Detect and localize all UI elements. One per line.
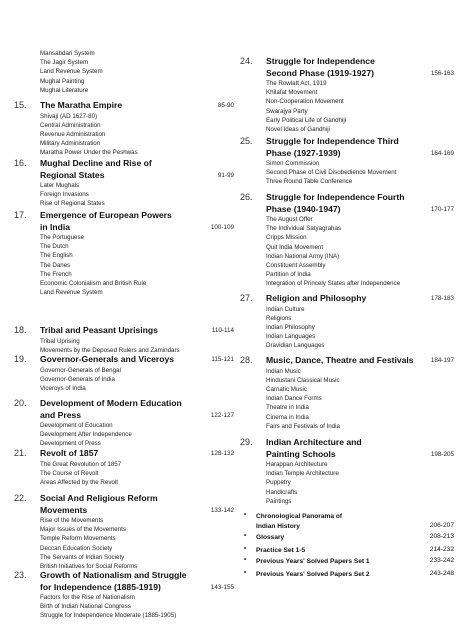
subtopic-item: The Jagir System xyxy=(40,59,89,67)
page-range: 128-132 xyxy=(210,450,234,457)
backmatter-title xyxy=(256,546,305,556)
chapter-title-line: Movements xyxy=(40,504,88,515)
subtopic-item: Major Issues of the Movements xyxy=(40,526,126,534)
subtopic-item: Three Round Table Conference xyxy=(266,178,353,186)
page-range: 184-197 xyxy=(430,357,454,364)
subtopic-item: Foreign Invasions xyxy=(40,191,89,199)
subtopic-item: The Rowlatt Act, 1919 xyxy=(266,80,327,87)
page-range: 198-205 xyxy=(430,451,454,458)
chapter-title-line: in India xyxy=(40,221,71,232)
chapter-title-line: Indian Architecture and xyxy=(266,437,362,447)
subtopic-list xyxy=(266,215,456,289)
chapter-title-line: The Maratha Empire xyxy=(40,100,123,110)
backmatter-title xyxy=(256,570,370,580)
subtopic-item: Simon Commission xyxy=(266,160,320,167)
subtopic-item: The Portuguese xyxy=(40,234,85,241)
chapter-title xyxy=(266,136,416,159)
chapter-title xyxy=(40,100,190,112)
subtopic-item: Mughal Painting xyxy=(40,77,85,85)
subtopic-item: Mughal Literature xyxy=(40,86,89,94)
subtopic-item: Novel Ideas of Gandhiji xyxy=(266,126,330,134)
chapter-number: 25. xyxy=(240,136,253,146)
chapter-number: 23. xyxy=(14,570,27,580)
subtopic-item: Indian Dance Forms xyxy=(266,395,322,403)
subtopic-item: Carnatic Music xyxy=(266,385,307,393)
chapter-title-line: Music, Dance, Theatre and Festivals xyxy=(266,355,414,365)
chapter-title-line: and Press xyxy=(40,409,82,420)
subtopic-item: Birth of Indian National Congress xyxy=(40,603,131,611)
subtopic-item: Indian Culture xyxy=(266,305,305,313)
chapter-title-line: Struggle for Independence Fourth xyxy=(266,192,405,202)
subtopic-item: Indian Temple Architecture xyxy=(266,470,339,478)
chapter-title xyxy=(40,354,190,366)
chapter-title-line: Governor-Generals and Viceroys xyxy=(40,354,175,364)
page-range: 122-127 xyxy=(210,412,234,419)
subtopic-list xyxy=(266,79,456,134)
chapter-title xyxy=(40,158,190,181)
subtopic-item: Indian National Army (INA) xyxy=(266,252,340,260)
page-range: 178-183 xyxy=(430,295,454,302)
chapter-number: 29. xyxy=(240,437,253,447)
subtopic-list xyxy=(40,181,230,209)
subtopic-item: Movements by the Deposed Rulers and Zamindars xyxy=(40,346,180,354)
subtopic-list xyxy=(40,460,230,488)
backmatter-title-line: Previous Years' Solved Papers Set 1 xyxy=(256,558,370,565)
subtopic-item: Land Revenue System xyxy=(40,289,103,297)
chapter-number: 18. xyxy=(14,325,27,335)
subtopic-item: Constituent Assembly xyxy=(266,262,326,270)
subtopic-item: Indian Music xyxy=(266,367,301,375)
page-range: 110-114 xyxy=(211,327,234,334)
chapter-title-line: Regional States xyxy=(40,169,105,180)
subtopic-list xyxy=(40,421,230,449)
subtopic-item: Land Revenue System xyxy=(40,68,103,76)
subtopic-item: Development of Press xyxy=(40,440,101,448)
subtopic-item: Central Administration xyxy=(40,121,101,129)
backmatter-title-line: Chronological Panorama of xyxy=(256,513,343,520)
backmatter-title-line: Glossary xyxy=(256,534,285,541)
subtopic-item: The Danes xyxy=(40,261,71,269)
subtopic-item: Quit India Movement xyxy=(266,243,324,251)
subtopic-item: The French xyxy=(40,270,72,278)
subtopic-item: Non-Cooperation Movement xyxy=(266,98,344,106)
subtopic-item: Military Administration xyxy=(40,140,101,148)
page-range: 214-232 xyxy=(429,546,454,553)
backmatter-title xyxy=(256,533,284,543)
page-range: 206-207 xyxy=(429,522,454,529)
subtopic-item: Later Mughals xyxy=(40,182,80,189)
bullet-icon: • xyxy=(244,557,247,563)
subtopic-item: Temple Reform Movements xyxy=(40,535,116,543)
subtopic-item: Second Phase of Civil Disobedience Movement xyxy=(266,169,397,177)
subtopic-list xyxy=(40,593,230,621)
subtopic-item: Cinema in India xyxy=(266,413,309,421)
chapter-title xyxy=(40,448,190,460)
subtopic-item: The English xyxy=(40,252,73,260)
chapter-title-line: for Independence (1885-1919) xyxy=(40,581,161,592)
subtopic-item: Partition of India xyxy=(266,271,311,279)
subtopic-item: Indian Languages xyxy=(266,333,316,341)
subtopic-item: Struggle for Independence Moderate (1885-1905) xyxy=(40,612,177,620)
backmatter-title-line: Indian History xyxy=(256,523,300,530)
backmatter-title-line: Practice Set 1-5 xyxy=(256,547,306,554)
subtopic-item: Tribal Uprising xyxy=(40,337,80,345)
subtopic-list xyxy=(266,305,456,351)
chapter-title xyxy=(266,355,416,367)
backmatter-title xyxy=(256,512,342,532)
subtopic-item: Areas Affected by the Revolt xyxy=(40,478,118,486)
subtopic-item: Maratha Power Under the Peshwas xyxy=(40,149,138,157)
bullet-icon: • xyxy=(244,533,247,539)
chapter-title-line: Religion and Philosophy xyxy=(266,293,367,303)
subtopic-item: The August Offer xyxy=(266,216,313,223)
subtopic-item: Swarajya Party xyxy=(266,107,308,115)
subtopic-item: Integration of Princely States after Independence xyxy=(266,280,401,288)
page-range: 243-248 xyxy=(429,570,454,577)
subtopic-item: British Initiatives for Social Reforms xyxy=(40,563,138,571)
subtopic-item: The Individual Satyagrahas xyxy=(266,225,341,233)
subtopic-item: Rise of Regional States xyxy=(40,200,105,208)
chapter-title-line: Mughal Decline and Rise of xyxy=(40,158,152,168)
chapter-title xyxy=(40,398,190,421)
chapter-number: 28. xyxy=(240,355,253,365)
subtopic-item: Governor-Generals of India xyxy=(40,375,115,383)
subtopic-item: Development of Education xyxy=(40,422,113,429)
subtopic-item: The Course of Revolt xyxy=(40,469,99,477)
subtopic-item: Harappan Architecture xyxy=(266,461,328,468)
chapter-title-line: Struggle for Independence xyxy=(266,56,375,66)
subtopic-item: Factors for the Rise of Nationalism xyxy=(40,594,135,601)
chapter-number: 26. xyxy=(240,192,253,202)
page-range: 143-155 xyxy=(210,584,234,591)
subtopic-list xyxy=(266,367,456,431)
subtopic-item: Religions xyxy=(266,314,292,322)
subtopic-item: Deccan Education Society xyxy=(40,544,113,552)
bullet-icon: • xyxy=(244,546,247,552)
subtopic-list xyxy=(40,337,230,355)
chapter-title-line: Second Phase (1919-1927) xyxy=(266,67,374,78)
subtopic-item: Viceroys of India xyxy=(40,384,86,392)
chapter-title-line: Tribal and Peasant Uprisings xyxy=(40,325,158,335)
chapter-title-line: Emergence of European Powers xyxy=(40,210,172,220)
chapter-number: 16. xyxy=(14,158,27,168)
chapter-number: 24. xyxy=(240,56,253,66)
chapter-title xyxy=(40,325,190,337)
chapter-title xyxy=(266,56,416,79)
subtopic-item: Indian Philosophy xyxy=(266,323,315,331)
chapter-title-line: Phase (1940-1947) xyxy=(266,203,341,214)
chapter-title xyxy=(266,293,416,305)
subtopic-item: Fairs and Festivals of India xyxy=(266,422,340,430)
subtopic-item: Theatre in India xyxy=(266,404,309,412)
bullet-icon: • xyxy=(244,512,247,518)
page-range: 100-109 xyxy=(210,224,234,231)
subtopic-item: Khilafat Movement xyxy=(266,89,318,97)
chapter-title-line: Struggle for Independence Third xyxy=(266,136,399,146)
subtopic-item: Dravidian Languages xyxy=(266,342,325,350)
subtopic-item: Rise of the Movements xyxy=(40,517,104,524)
subtopic-list xyxy=(266,159,456,187)
subtopic-item: The Dutch xyxy=(40,243,69,251)
subtopic-item: The Servants of Indian Society xyxy=(40,553,125,561)
subtopic-item: Hindustani Classical Music xyxy=(266,376,340,384)
chapter-title-line: Development of Modern Education xyxy=(40,398,182,408)
subtopic-item: Development After Independence xyxy=(40,431,132,439)
backmatter-title xyxy=(256,557,370,567)
page-range: 133-142 xyxy=(210,507,234,514)
page-range: 208-213 xyxy=(429,533,454,540)
subtopic-item: Governor-Generals of Bengal xyxy=(40,366,121,374)
chapter-title-line: Revolt of 1857 xyxy=(40,448,99,458)
chapter-title xyxy=(266,192,416,215)
subtopic-list xyxy=(40,516,230,571)
chapter-title-line: Painting Schools xyxy=(266,448,336,459)
chapter-title xyxy=(40,210,190,233)
backmatter-title-line: Previous Years' Solved Papers Set 2 xyxy=(256,571,370,578)
chapter-title xyxy=(40,570,190,593)
subtopic-item: Puppetry xyxy=(266,479,291,487)
subtopic-item: Early Political Life of Gandhiji xyxy=(266,116,347,124)
chapter-number: 22. xyxy=(14,493,27,503)
chapter-number: 27. xyxy=(240,293,253,303)
subtopic-item: Cripps Mission xyxy=(266,234,307,242)
subtopic-item: Paintings xyxy=(266,497,292,505)
subtopic-list xyxy=(40,366,230,394)
subtopic-item: Handicrafts xyxy=(266,488,298,496)
chapter-title-line: Social And Religious Reform xyxy=(40,493,158,503)
chapter-number: 17. xyxy=(14,210,27,220)
subtopic-list xyxy=(40,112,230,158)
bullet-icon: • xyxy=(244,570,247,576)
chapter-number: 20. xyxy=(14,398,27,408)
chapter-title-line: Phase (1927-1939) xyxy=(266,147,341,158)
chapter-number: 19. xyxy=(14,354,27,364)
subtopic-list xyxy=(266,460,456,506)
page-range: 170-177 xyxy=(430,206,454,213)
subtopic-list xyxy=(40,49,230,95)
subtopic-item: Mansabdari System xyxy=(40,50,95,57)
subtopic-item: The Great Revolution of 1857 xyxy=(40,460,122,468)
chapter-title xyxy=(40,493,190,516)
page-range: 233-242 xyxy=(429,557,454,564)
subtopic-item: Revenue Administration xyxy=(40,130,106,138)
page-range: 91-99 xyxy=(217,172,234,179)
page-range: 156-163 xyxy=(430,70,454,77)
chapter-number: 15. xyxy=(14,100,27,110)
chapter-title xyxy=(266,437,416,460)
subtopic-item: Shivaji (AD 1627-80) xyxy=(40,112,98,120)
page-range: 115-121 xyxy=(211,356,234,363)
page-range: 85-90 xyxy=(217,102,234,109)
chapter-number: 21. xyxy=(14,448,27,458)
subtopic-list xyxy=(40,233,230,297)
page-range: 164-169 xyxy=(430,150,454,157)
chapter-title-line: Growth of Nationalism and Struggle xyxy=(40,570,187,580)
subtopic-item: Economic Colonialism and British Rule xyxy=(40,280,147,288)
